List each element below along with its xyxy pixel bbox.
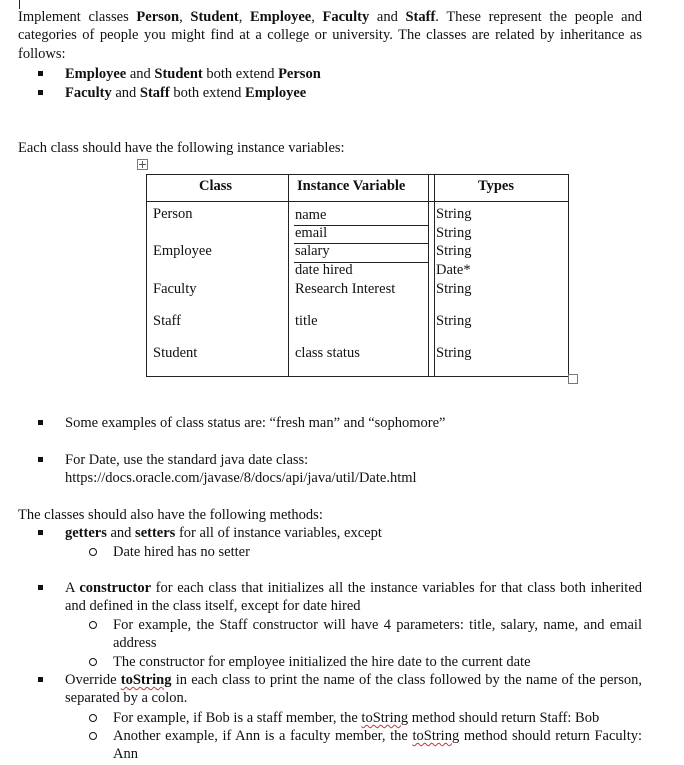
class-faculty: Faculty (153, 281, 197, 297)
type-title: String (436, 313, 472, 329)
methods-heading: The classes should also have the following methods: (18, 507, 323, 523)
table-divider (428, 175, 429, 376)
getters-setters-item: getters and setters for all of instance variables, except (65, 525, 382, 541)
var-title: title (295, 313, 318, 329)
class-staff: Staff (153, 313, 181, 329)
table-header-divider (147, 201, 568, 202)
bullet-icon (38, 524, 48, 535)
constructor-sub-example: For example, the Staff constructor will have 4 parameters: title, salary, name, and email address (113, 617, 642, 652)
intro-paragraph: Implement classes Person, Student, Employee, Faculty and Staff. These represent the people and categories of people you might find at a college or university. The classes are related by inheritance as follows: (18, 9, 642, 62)
tostring-item: Override toString in each class to print the name of the class followed by the name of the person, separated by a colon. (65, 672, 643, 707)
table-move-handle-icon[interactable] (137, 159, 148, 170)
bullet-icon (38, 579, 48, 590)
tostring-sub-staff: For example, if Bob is a staff member, the toString method should return Staff: Bob (113, 710, 600, 726)
bullet-icon (38, 451, 48, 462)
circle-bullet-icon (89, 709, 98, 718)
bullet-icon (38, 65, 48, 76)
bullet-icon (38, 414, 48, 425)
type-date-hired: Date* (436, 262, 471, 278)
circle-bullet-icon (89, 727, 98, 736)
var-date-hired: date hired (295, 262, 353, 278)
type-email: String (436, 225, 472, 241)
inheritance-item: Faculty and Staff both extend Employee (65, 85, 307, 101)
bullet-icon (38, 671, 48, 682)
bullet-icon (38, 84, 48, 95)
var-salary: salary (295, 243, 330, 259)
var-email: email (295, 225, 328, 241)
constructor-sub-hire-date: The constructor for employee initialized the hire date to the current date (113, 654, 531, 670)
class-student: Student (153, 345, 198, 361)
var-research-interest: Research Interest (295, 281, 396, 297)
type-salary: String (436, 243, 472, 259)
header-types: Types (478, 178, 514, 194)
table-resize-handle-icon[interactable] (568, 374, 578, 384)
instance-variable-table (146, 174, 569, 377)
circle-bullet-icon (89, 616, 98, 625)
var-name: name (295, 207, 327, 223)
instance-vars-heading: Each class should have the following instance variables: (18, 140, 345, 156)
type-class-status: String (436, 345, 472, 361)
inheritance-item: Employee and Student both extend Person (65, 66, 321, 82)
getters-setters-sub: Date hired has no setter (113, 544, 250, 560)
circle-bullet-icon (89, 653, 98, 662)
header-class: Class (199, 178, 233, 194)
class-employee: Employee (153, 243, 212, 259)
circle-bullet-icon (89, 543, 98, 552)
note-date-class: For Date, use the standard java date class: https://docs.oracle.com/javase/8/docs/api/java/util/Date.html (65, 452, 417, 487)
type-research-interest: String (436, 281, 472, 297)
tostring-sub-faculty: Another example, if Ann is a faculty member, the toString method should return Faculty: Ann (113, 728, 642, 763)
constructor-item: A constructor for each class that initializes all the instance variables for that class both inherited and defined in the class itself, except for date hired (65, 580, 643, 615)
header-instance-variable: Instance Variable (297, 178, 406, 194)
note-class-status: Some examples of class status are: “fresh man” and “sophomore” (65, 415, 446, 431)
var-class-status: class status (295, 345, 360, 361)
class-person: Person (153, 206, 193, 222)
table-divider (434, 175, 435, 376)
table-divider (288, 175, 289, 376)
type-name: String (436, 206, 472, 222)
